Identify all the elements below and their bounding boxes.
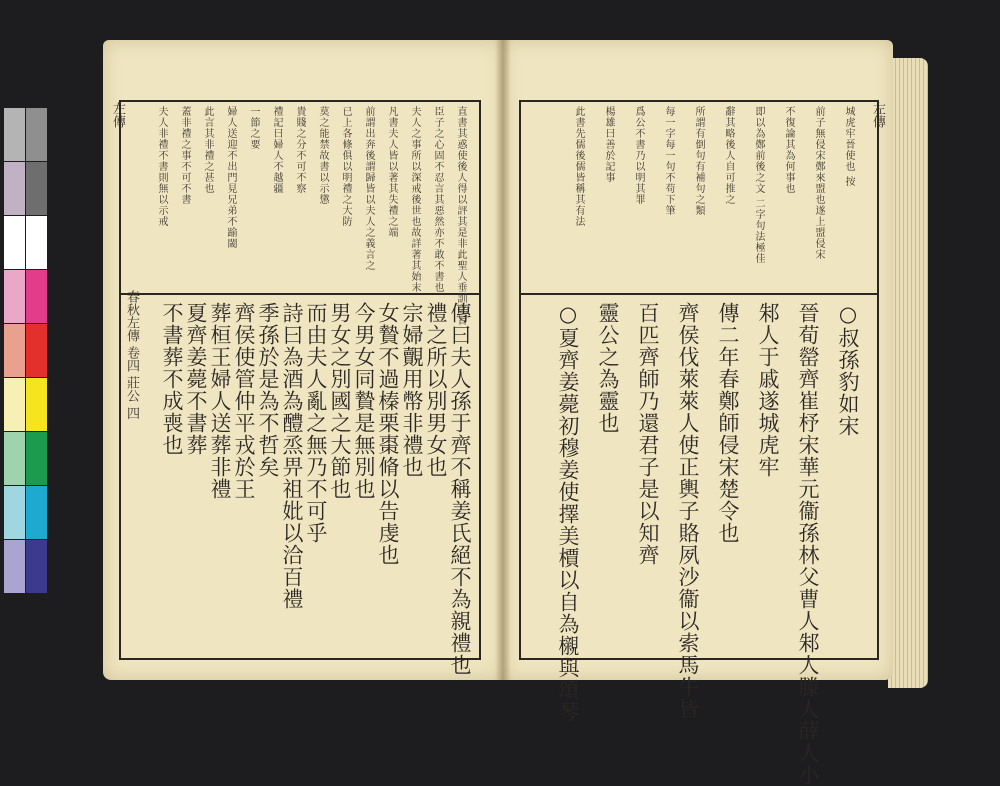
commentary-column: 城虎牢晉使也 按 — [843, 106, 854, 188]
left-margin-title: 左傳 — [110, 102, 125, 128]
commentary-column: 直書其惑使後人得以評其是非此聖人垂訓之旨 — [455, 106, 466, 326]
color-swatch — [26, 486, 47, 539]
color-swatch — [26, 378, 47, 431]
commentary-column: 臣子之心固不忍言其惡然亦不敢不書也 — [432, 106, 443, 293]
text-column: 傳二年春鄭師侵宋楚令也 — [716, 302, 740, 544]
commentary-column: 楊雄曰善於記事 — [603, 106, 614, 183]
color-swatch — [4, 486, 25, 539]
commentary-column: 辭其略後人自可推之 — [723, 106, 734, 205]
color-swatch — [26, 432, 47, 485]
color-swatch — [4, 378, 25, 431]
left-spine-text: 春秋左傳 卷四 莊公 四 — [124, 290, 139, 420]
book-gutter — [495, 40, 511, 680]
color-swatch — [4, 432, 25, 485]
commentary-column: 婦人送迎不出門見兄弟不踰閾 — [225, 106, 236, 249]
commentary-column: 即以為鄭前後之文 二字句法極佳 — [753, 106, 764, 265]
text-column: 宗婦覿用幣非禮也 — [400, 302, 424, 478]
commentary-column: 前子無侵宋鄭來盟也遂上盟侵宋 — [813, 106, 824, 260]
commentary-column: 不復論其為何事也 — [783, 106, 794, 194]
commentary-column: 每一字每一句不苟下筆 — [663, 106, 674, 216]
text-column: 靈公之為靈也 — [596, 302, 620, 434]
commentary-column: 一節之要 — [248, 106, 259, 150]
text-column: 男女之別國之大節也 — [328, 302, 352, 500]
open-book — [103, 40, 929, 786]
text-column: 百匹齊師乃還君子是以知齊 — [636, 302, 660, 566]
text-column: 今男女同贄是無別也 — [352, 302, 376, 500]
text-column: 夏齊姜薨不書葬 — [184, 302, 208, 456]
color-swatch — [4, 162, 25, 215]
text-column: 而由夫人亂之無乃不可乎 — [304, 302, 328, 544]
text-column: 齊侯使管仲平戎於王 — [232, 302, 256, 500]
commentary-column: 所謂有倒句有補句之類 — [693, 106, 704, 216]
commentary-column: 禮記曰婦人不越疆 — [271, 106, 282, 194]
commentary-column: 前謂出奔後謂歸皆以夫人之義言之 — [363, 106, 374, 271]
commentary-column: 夫人非禮不書則無以示戒 — [156, 106, 167, 227]
commentary-column: 蓋非禮之事不可不書 — [179, 106, 190, 205]
color-swatch — [26, 270, 47, 323]
commentary-column: 夫人之事所以深戒後世也故詳著其始末 — [409, 106, 420, 293]
left-page — [103, 40, 503, 680]
text-column: 季孫於是為不哲矣 — [256, 302, 280, 478]
text-column: ○叔孫豹如宋 — [836, 302, 860, 437]
commentary-column: 此言其非禮之甚也 — [202, 106, 213, 194]
color-swatch — [26, 216, 47, 269]
text-column: 傳曰夫人孫于齊不稱姜氏絕不為親禮也 — [448, 302, 472, 676]
right-margin-title: 左傳 — [870, 102, 885, 128]
commentary-column: 爲公不書乃以明其罪 — [633, 106, 644, 205]
text-column: ○夏齊姜薨初穆姜使擇美檟以自為櫬與頌琴 — [556, 302, 580, 723]
left-section-divider — [119, 293, 481, 295]
color-swatch — [26, 108, 47, 161]
color-swatch — [4, 108, 25, 161]
commentary-column: 此書先儒後儒皆稱其有法 — [573, 106, 584, 227]
color-swatch — [26, 324, 47, 377]
text-column: 女贄不過榛栗棗脩以告虔也 — [376, 302, 400, 566]
color-swatch — [26, 540, 47, 593]
text-column: 邾人于戚遂城虎牢 — [756, 302, 780, 478]
text-column: 詩曰為酒為醴烝畀祖妣以洽百禮 — [280, 302, 304, 610]
text-column: 晉荀罃齊崔杼宋華元衞孫林父曹人邾人滕人薛人小 — [796, 302, 820, 786]
text-column: 葬桓王婦人送葬非禮 — [208, 302, 232, 500]
text-column: 不書葬不成喪也 — [160, 302, 184, 456]
commentary-column: 凡書夫人皆以著其失禮之端 — [386, 106, 397, 238]
color-swatch — [26, 162, 47, 215]
color-swatch — [4, 540, 25, 593]
color-swatch — [4, 324, 25, 377]
text-column: 禮之所以別男女也 — [424, 302, 448, 478]
page-stack-edge — [888, 58, 928, 688]
right-page — [503, 40, 893, 786]
commentary-column: 已上各條俱以明禮之大防 — [340, 106, 351, 227]
color-swatch — [4, 216, 25, 269]
text-column: 齊侯伐萊萊人使正輿子賂夙沙衞以索馬牛皆 — [676, 302, 700, 720]
color-swatch — [4, 270, 25, 323]
commentary-column: 貴賤之分不可不察 — [294, 106, 305, 194]
commentary-column: 莫之能禁故書以示懲 — [317, 106, 328, 205]
right-section-divider — [519, 293, 877, 295]
color-calibration-bar — [4, 108, 48, 598]
